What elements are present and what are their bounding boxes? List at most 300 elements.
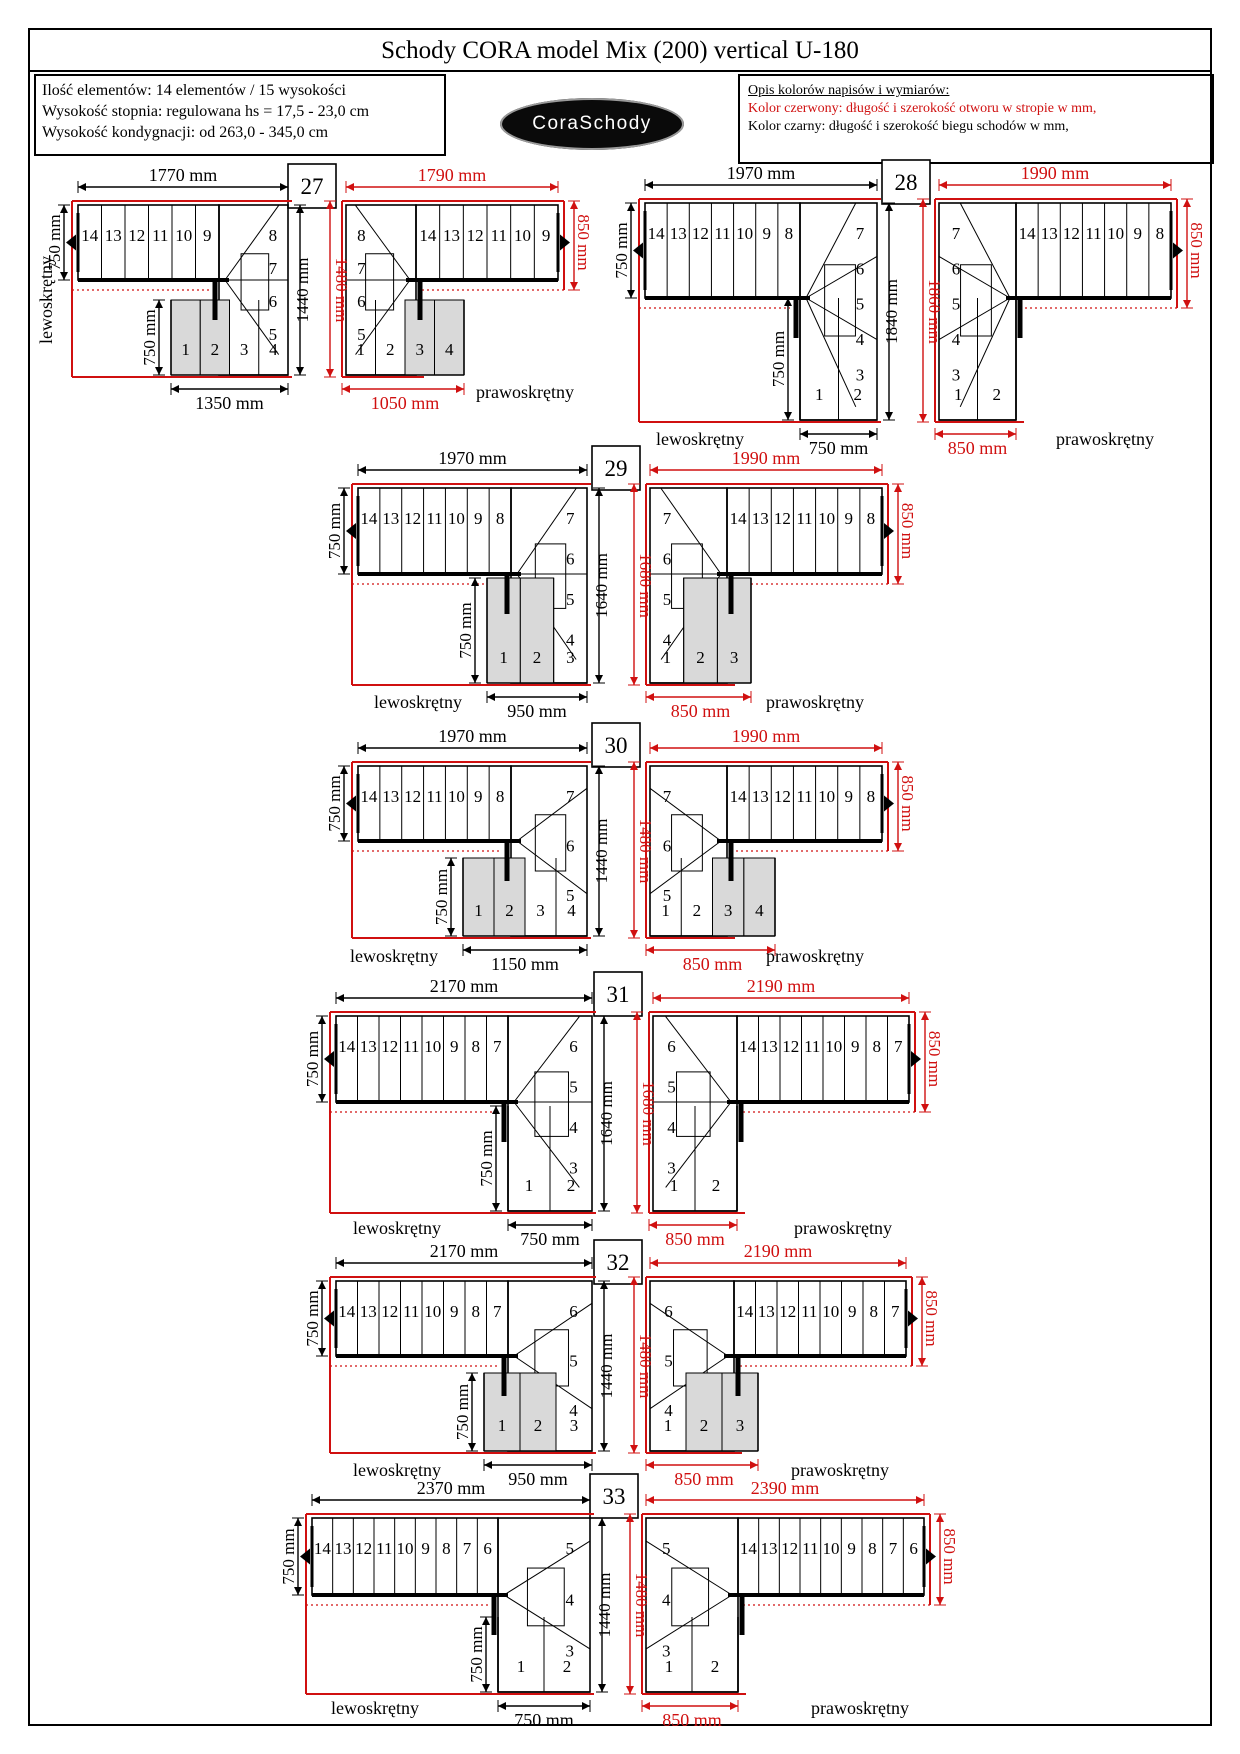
step-number: 7	[493, 1302, 502, 1321]
step-number: 9	[844, 787, 854, 806]
step-number: 10	[822, 1302, 840, 1321]
step-number: 11	[426, 509, 443, 528]
opening-length-label: 1990 mm	[731, 726, 801, 746]
bottom-opening-label: 1050 mm	[370, 393, 440, 413]
step-number: 9	[473, 787, 483, 806]
step-number: 10	[514, 226, 531, 245]
left-turn-label: lewoskrętny	[353, 1460, 441, 1480]
variant-number: 28	[894, 170, 918, 195]
step-number: 5	[667, 1077, 676, 1097]
step-number: 12	[381, 1037, 399, 1056]
step-number: 7	[357, 259, 366, 278]
arrow-head	[630, 930, 638, 938]
step-number: 14	[81, 226, 99, 245]
length-label: 2170 mm	[429, 976, 499, 996]
length-label: 1770 mm	[148, 165, 218, 185]
step-number: 9	[421, 1539, 430, 1558]
arrow-head	[280, 385, 288, 393]
arrow-head	[318, 1016, 326, 1024]
arrow-head	[582, 1702, 590, 1710]
opening-length-label: 1990 mm	[1020, 163, 1090, 183]
step-number: 4	[661, 1590, 671, 1610]
upper-flight-outline	[645, 203, 800, 298]
arrow-head	[650, 466, 658, 474]
variant-number-box	[594, 972, 642, 1016]
arrow-head	[916, 1496, 924, 1504]
step-number: 7	[894, 1037, 903, 1056]
step-number: 6	[664, 1302, 673, 1321]
opening-length-label: 2390 mm	[750, 1478, 820, 1498]
step-number: 2	[710, 1657, 720, 1676]
step-number: 9	[762, 224, 772, 243]
upper-flight-outline	[358, 488, 511, 574]
step-number: 3	[723, 901, 733, 920]
step-number: 14	[360, 509, 378, 528]
upper-flight	[727, 1016, 921, 1102]
step-number: 12	[781, 1539, 799, 1558]
step-number: 8	[784, 224, 794, 243]
arrow-head	[1008, 430, 1016, 438]
arrow-head	[646, 1496, 654, 1504]
landing-label: 750 mm	[456, 602, 475, 659]
length-label: 1970 mm	[726, 163, 796, 183]
arrow-head	[579, 693, 587, 701]
stair-variant-27	[36, 164, 593, 413]
arrow-head	[894, 762, 902, 770]
landing-label: 750 mm	[467, 1626, 486, 1683]
arrow-head	[901, 994, 909, 1002]
step-number: 13	[751, 787, 769, 806]
arrow-head	[463, 946, 471, 954]
height-label: 1640 mm	[592, 553, 611, 618]
step-number: 14	[360, 787, 378, 806]
bottom-opening-label: 850 mm	[947, 438, 1008, 458]
shaded-step	[520, 578, 553, 683]
shaded-step	[171, 300, 200, 375]
variant-number-box	[592, 723, 640, 767]
arrow-head	[598, 1684, 606, 1692]
arrow-head	[1183, 300, 1191, 308]
step-number: 4	[566, 630, 575, 650]
upper-flight	[346, 488, 521, 574]
arrow-head	[935, 430, 943, 438]
step-number: 12	[404, 787, 422, 806]
right-turn-label: prawoskrętny	[766, 946, 864, 966]
step-number: 1	[662, 648, 672, 667]
step-number: 7	[268, 259, 278, 278]
step-number: 13	[382, 787, 400, 806]
step-number: 14	[419, 226, 437, 245]
legend-black-description: Kolor czarny: długość i szerokość biegu schodów w mm,	[748, 119, 1069, 134]
opening-width-label: 850 mm	[922, 1290, 941, 1347]
step-number: 1	[954, 385, 963, 404]
step-number: 13	[382, 509, 400, 528]
winder-inner	[366, 254, 394, 310]
height-label: 1440 mm	[293, 257, 312, 323]
lower-flight	[646, 1595, 742, 1692]
upper-flight	[633, 203, 810, 298]
step-number: 13	[1040, 224, 1058, 243]
arrow-head	[456, 385, 464, 393]
step-number: 2	[711, 1176, 721, 1195]
opening-height-label: 1860 mm	[925, 279, 944, 344]
arrow-head	[358, 744, 366, 752]
step-number: 7	[462, 1539, 472, 1558]
right-turn-label: prawoskrętny	[476, 382, 574, 402]
coraschody-logo: CoraSchody	[500, 98, 684, 150]
step-number: 1	[524, 1176, 534, 1195]
step-number: 11	[796, 787, 813, 806]
step-number: 12	[773, 787, 791, 806]
step-number: 10	[736, 224, 754, 243]
variant-number: 32	[606, 1250, 630, 1275]
upper-flight	[66, 205, 229, 280]
step-number: 4	[445, 340, 454, 359]
winder-edge	[960, 298, 1010, 407]
arrow-head	[318, 1348, 326, 1356]
dimensions	[303, 1241, 592, 1489]
arrow-head	[447, 928, 455, 936]
step-number: 14	[647, 224, 665, 243]
step-number: 9	[541, 226, 551, 245]
step-number: 4	[269, 340, 278, 359]
shaded-step	[713, 858, 744, 936]
length-label: 1970 mm	[438, 448, 507, 468]
arrow-head	[582, 1496, 590, 1504]
step-number: 2	[692, 901, 702, 920]
arrow-head	[471, 675, 479, 683]
arrow-head	[627, 203, 635, 211]
winder-edge	[939, 298, 1010, 340]
opening-height-label: 1480 mm	[636, 818, 655, 884]
step-number: 11	[376, 1539, 393, 1558]
arrow-head	[630, 1445, 638, 1453]
step-number: 12	[773, 509, 791, 528]
step-number: 3	[661, 1641, 671, 1661]
arrow-head	[784, 412, 792, 420]
step-number: 1	[356, 340, 365, 359]
step-number: 1	[664, 1657, 674, 1676]
step-number: 12	[1062, 224, 1080, 243]
left-turn-label: lewoskrętny	[350, 946, 438, 966]
step-number: 6	[909, 1539, 918, 1558]
arrow-head	[630, 677, 638, 685]
upper-flight	[300, 1518, 508, 1595]
step-number: 8	[1155, 224, 1165, 243]
arrow-head	[60, 272, 68, 280]
step-number: 1	[474, 901, 483, 920]
step-number: 6	[855, 259, 865, 279]
step-number: 5	[566, 590, 575, 609]
length-label: 2170 mm	[429, 1241, 499, 1261]
left-turn-label: lewoskrętny	[353, 1218, 441, 1238]
shaded-step	[717, 578, 751, 683]
stair-variant-30	[325, 723, 917, 974]
arrow-head	[584, 1461, 592, 1469]
right-turn-label: prawoskrętny	[791, 1460, 889, 1480]
arrow-head	[336, 994, 344, 1002]
arrow-head	[318, 1281, 326, 1289]
arrow-head	[294, 1518, 302, 1526]
step-number: 3	[569, 1158, 578, 1178]
upper-flight	[324, 1016, 518, 1102]
winder-edge	[646, 1595, 732, 1649]
shaded-step	[520, 1373, 556, 1451]
arrow-head	[633, 1205, 641, 1213]
step-number: 10	[1107, 224, 1125, 243]
step-number: 5	[662, 590, 672, 609]
arrow-head	[595, 928, 603, 936]
dimensions	[935, 163, 1206, 458]
step-number: 11	[801, 1302, 818, 1321]
winder-inner	[535, 1072, 569, 1137]
opening-width-label: 850 mm	[1187, 222, 1206, 279]
step-number: 11	[403, 1037, 420, 1056]
step-number: 5	[566, 886, 575, 905]
arrow-head	[340, 766, 348, 774]
arrow-head	[642, 1702, 650, 1710]
step-number: 14	[739, 1539, 757, 1558]
upper-flight	[724, 1281, 918, 1356]
arrow-head	[340, 488, 348, 496]
bottom-width-label: 950 mm	[508, 1469, 568, 1489]
bottom-width-label: 750 mm	[808, 438, 869, 458]
step-number: 1	[181, 340, 190, 359]
opening-height-label: 1680 mm	[639, 1081, 658, 1146]
step-number: 13	[359, 1302, 377, 1321]
winder-inner	[825, 265, 856, 336]
arrow-head	[487, 693, 495, 701]
step-number: 12	[355, 1539, 373, 1558]
height-label: 1640 mm	[597, 1081, 616, 1146]
arrow-head	[646, 693, 654, 701]
step-number: 2	[505, 901, 514, 920]
length-label: 2370 mm	[416, 1478, 486, 1498]
step-number: 2	[696, 648, 705, 667]
landing-label: 750 mm	[453, 1383, 472, 1441]
step-number: 2	[992, 385, 1001, 404]
variant-number: 31	[606, 982, 630, 1007]
variant-number-box	[590, 1474, 638, 1518]
step-number: 1	[499, 648, 508, 667]
step-number: 11	[802, 1539, 819, 1558]
arrow-head	[358, 466, 366, 474]
arrow-head	[296, 367, 304, 375]
step-number: 6	[569, 1302, 578, 1321]
step-number: 8	[872, 1037, 881, 1056]
step-number: 7	[951, 224, 961, 243]
step-number: 12	[128, 226, 146, 245]
arrow-head	[869, 430, 877, 438]
step-number: 14	[729, 509, 747, 528]
arrow-head	[750, 1461, 758, 1469]
arrow-head	[645, 181, 653, 189]
width-label: 750 mm	[45, 214, 64, 271]
winder-edge	[504, 1595, 590, 1649]
right-turn-label: prawoskrętny	[1056, 429, 1154, 449]
arrow-head	[646, 1461, 654, 1469]
step-number: 5	[951, 294, 961, 314]
left-turn-label: lewoskrętny	[331, 1698, 419, 1718]
step-number: 8	[869, 1302, 878, 1321]
bottom-width-label: 1350 mm	[195, 393, 264, 413]
opening-width-label: 850 mm	[925, 1030, 944, 1088]
variant-number: 29	[604, 456, 628, 481]
arrow-head	[584, 994, 592, 1002]
lower-flight	[504, 1102, 592, 1211]
arrow-head	[508, 1221, 516, 1229]
opening-width-label: 850 mm	[574, 214, 593, 271]
step-number: 3	[565, 1641, 575, 1661]
step-number: 14	[736, 1302, 754, 1321]
step-number: 9	[851, 1037, 860, 1056]
arrow-head	[936, 1597, 944, 1605]
right-turn-label: prawoskrętny	[766, 692, 864, 712]
step-number: 3	[536, 901, 545, 920]
step-number: 7	[855, 224, 865, 243]
step-number: 4	[567, 901, 576, 920]
step-number: 14	[1018, 224, 1036, 243]
bottom-width-label: 750 mm	[514, 1710, 574, 1730]
left-turn-label: lewoskrętny	[36, 256, 56, 344]
step-number: 4	[855, 329, 865, 349]
landing-label: 750 mm	[432, 868, 451, 926]
arrow-head	[570, 201, 578, 209]
step-number: 7	[493, 1037, 502, 1056]
arrow-head	[78, 183, 86, 191]
bottom-width-label: 750 mm	[520, 1229, 580, 1249]
arrow-head	[584, 1221, 592, 1229]
element-count: Ilość elementów: 14 elementów / 15 wysokości	[42, 82, 346, 99]
step-number: 12	[381, 1302, 399, 1321]
step-number: 14	[338, 1302, 356, 1321]
winder-inner	[241, 254, 269, 310]
variant-number: 30	[604, 733, 628, 758]
shaded-step	[435, 300, 465, 375]
shaded-step	[686, 1373, 722, 1451]
lower-flight	[494, 1595, 590, 1692]
arrow-head	[874, 466, 882, 474]
right-turn-label: prawoskrętny	[811, 1698, 909, 1718]
arrow-head	[280, 183, 288, 191]
opening-length-label: 1990 mm	[731, 448, 801, 468]
step-number: 13	[760, 1539, 778, 1558]
arrow-head	[598, 1518, 606, 1526]
arrow-head	[340, 566, 348, 574]
step-number: 8	[868, 1539, 877, 1558]
step-number: 3	[667, 1158, 676, 1178]
arrow-head	[595, 675, 603, 683]
step-number: 6	[566, 836, 575, 856]
landing-label: 750 mm	[477, 1130, 496, 1187]
arrow-head	[492, 1106, 500, 1114]
step-number: 1	[497, 1416, 507, 1435]
arrow-head	[468, 1373, 476, 1381]
bottom-opening-label: 850 mm	[662, 1710, 722, 1730]
step-number: 13	[751, 509, 769, 528]
shaded-step	[684, 578, 718, 683]
shaded-step	[463, 858, 494, 936]
opening-length-label: 1790 mm	[417, 165, 487, 185]
step-number: 2	[853, 385, 862, 404]
arrow-head	[939, 181, 947, 189]
step-number: 5	[662, 886, 672, 905]
step-number: 2	[532, 648, 542, 667]
variant-number: 33	[602, 1484, 626, 1509]
arrow-head	[171, 385, 179, 393]
step-number: 5	[357, 325, 366, 344]
arrow-head	[447, 858, 455, 866]
step-number: 10	[424, 1037, 442, 1056]
step-number: 8	[471, 1302, 480, 1321]
step-number: 7	[662, 787, 672, 806]
step-number: 13	[334, 1539, 352, 1558]
left-turn-label: lewoskrętny	[656, 429, 744, 449]
step-number: 11	[490, 226, 508, 245]
arrow-head	[579, 466, 587, 474]
left-turn-label: lewoskrętny	[374, 692, 462, 712]
step-number: 2	[562, 1657, 572, 1676]
step-number: 9	[844, 509, 854, 528]
arrow-head	[468, 1443, 476, 1451]
stair-variant-28	[612, 160, 1206, 458]
step-number: 11	[426, 787, 443, 806]
arrow-head	[600, 1203, 608, 1211]
upper-flight	[1006, 203, 1183, 298]
step-number: 9	[473, 509, 483, 528]
step-number: 4	[755, 901, 764, 920]
arrow-head	[874, 744, 882, 752]
bottom-opening-label: 850 mm	[674, 1469, 734, 1489]
step-number: 3	[735, 1416, 745, 1435]
arrow-head	[600, 1443, 608, 1451]
step-number: 8	[866, 509, 876, 528]
height-label: 1440 mm	[597, 1333, 616, 1399]
arrow-head	[649, 1221, 657, 1229]
arrow-head	[294, 1587, 302, 1595]
arrow-head	[800, 430, 808, 438]
arrow-head	[885, 412, 893, 420]
step-number: 6	[662, 836, 672, 856]
winder-edge	[806, 298, 856, 407]
step-number: 12	[782, 1037, 800, 1056]
lower-flight	[653, 1102, 741, 1211]
arrow-head	[1183, 199, 1191, 207]
page-title: Schody CORA model Mix (200) vertical U-180	[30, 30, 1210, 72]
upper-flight	[717, 488, 894, 574]
step-number: 3	[415, 340, 424, 359]
arrow-head	[342, 385, 350, 393]
length-label: 1970 mm	[438, 726, 507, 746]
variant-number-box	[882, 160, 930, 204]
step-number: 13	[669, 224, 687, 243]
upper-flight	[728, 1518, 936, 1595]
step-number: 5	[569, 1077, 578, 1097]
step-number: 2	[699, 1416, 709, 1435]
stair-variant-31	[303, 972, 944, 1249]
arrow-head	[918, 1358, 926, 1366]
step-number: 4	[565, 1590, 575, 1610]
step-number: 4	[667, 1118, 676, 1137]
arrow-head	[155, 300, 163, 308]
step-number: 11	[1085, 224, 1102, 243]
step-number: 5	[661, 1539, 671, 1558]
step-number: 1	[516, 1657, 526, 1676]
step-number: 1	[815, 385, 824, 404]
shaded-step	[487, 578, 520, 683]
arrow-head	[579, 946, 587, 954]
arrow-head	[155, 367, 163, 375]
